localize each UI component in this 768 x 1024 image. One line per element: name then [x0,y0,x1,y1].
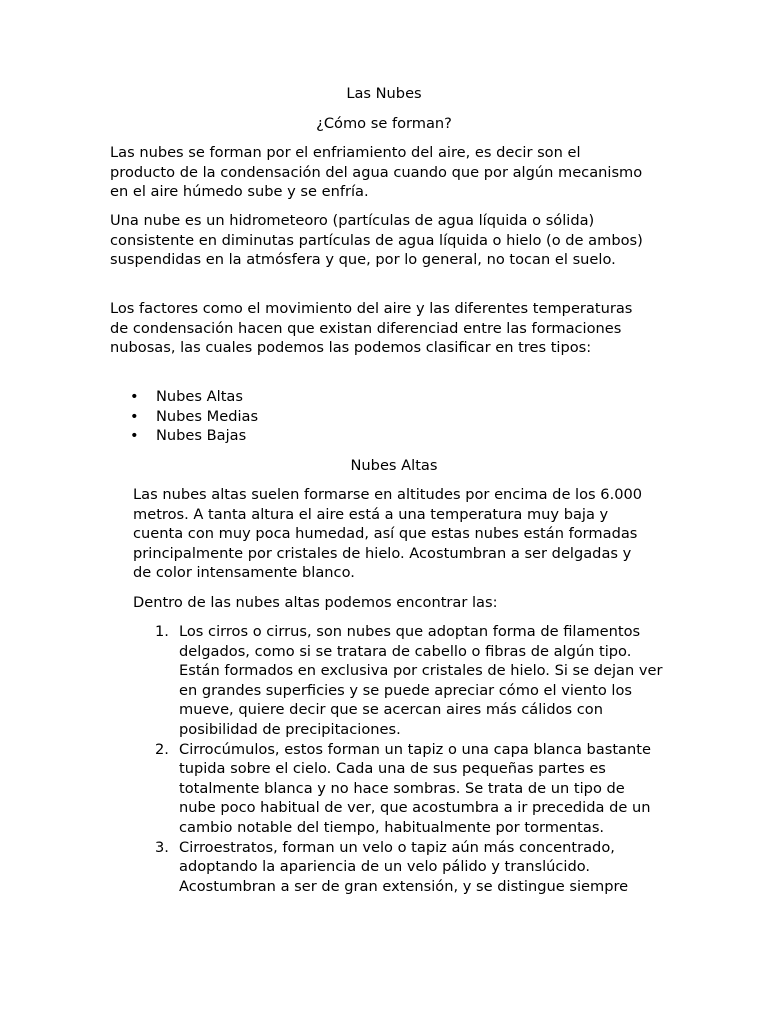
list-item [155,740,665,838]
list-number: 2. [155,740,169,758]
high-clouds-list [155,622,665,896]
list-item-label: Nubes Altas [156,388,243,405]
section-heading: Nubes Altas [350,457,438,474]
paragraph-1: Las nubes se forman por el enfriamiento del aire, es decir son el producto de la condensación del agua cuando que por algún mecanismo en el aire húmedo sube y se enfría. [110,144,643,201]
list-item-text: Cirrocúmulos, estos forman un tapiz o una capa blanca bastante tupida sobre el cielo. Cada una de sus pequeñas partes es totalmente blanca y no hace sombras. Se trata de un tipo de nube poco habitual de ver, que acostumbra a ir precedida de un cambio notable del tiempo, habitualmente por tormentas. [179,740,651,836]
list-item-label: Nubes Medias [156,407,259,425]
list-item [155,622,665,740]
document-subtitle: ¿Cómo se forman? [316,115,452,132]
list-number: 1. [155,623,169,640]
list-item-text: Cirroestratos, forman un velo o tapiz aún más concentrado, adoptando la apariencia de un velo pálido y translúcido. Acostumbran a ser de gran extensión, y se distingue siempre [179,838,629,895]
section-paragraph-1: Las nubes altas suelen formarse en altitudes por encima de los 6.000 metros. A tanta altura el aire está a una temperatura muy baja y cuenta con muy poca humedad, así que estas nubes están formadas principalmente por cristales de hielo. Acostumbran a ser delgadas y de color intensamente blanco. [133,486,643,582]
cloud-types-list [130,387,258,446]
list-number: 3. [155,838,169,856]
list-item [155,838,665,897]
list-item [130,407,258,427]
bullet-icon: • [130,407,139,425]
list-item-label: Nubes Bajas [156,427,247,445]
list-item [130,387,258,407]
paragraph-2: Una nube es un hidrometeoro (partículas de agua líquida o sólida) consistente en diminutas partículas de agua líquida o hielo (o de ambos) suspendidas en la atmósfera y que, por lo general, no tocan el suelo. [110,212,643,269]
bullet-icon: • [130,427,139,445]
document-title: Las Nubes [346,85,422,102]
list-item-text: Los cirros o cirrus, son nubes que adoptan forma de filamentos delgados, como si se tratara de cabello o fibras de algún tipo. Están formados en exclusiva por cristales de hielo. Si se dejan ver en grandes superficies y se puede apreciar cómo el viento los mueve, quiere decir que se acercan aires más cálidos con posibilidad de precipitaciones. [179,623,663,738]
section-paragraph-2: Dentro de las nubes altas podemos encontrar las: [133,594,498,611]
list-item [130,426,258,446]
bullet-icon: • [130,388,139,405]
paragraph-3: Los factores como el movimiento del aire y las diferentes temperaturas de condensación hacen que existan diferenciad entre las formaciones nubosas, las cuales podemos las podemos clasificar en tres tipos: [110,300,633,357]
